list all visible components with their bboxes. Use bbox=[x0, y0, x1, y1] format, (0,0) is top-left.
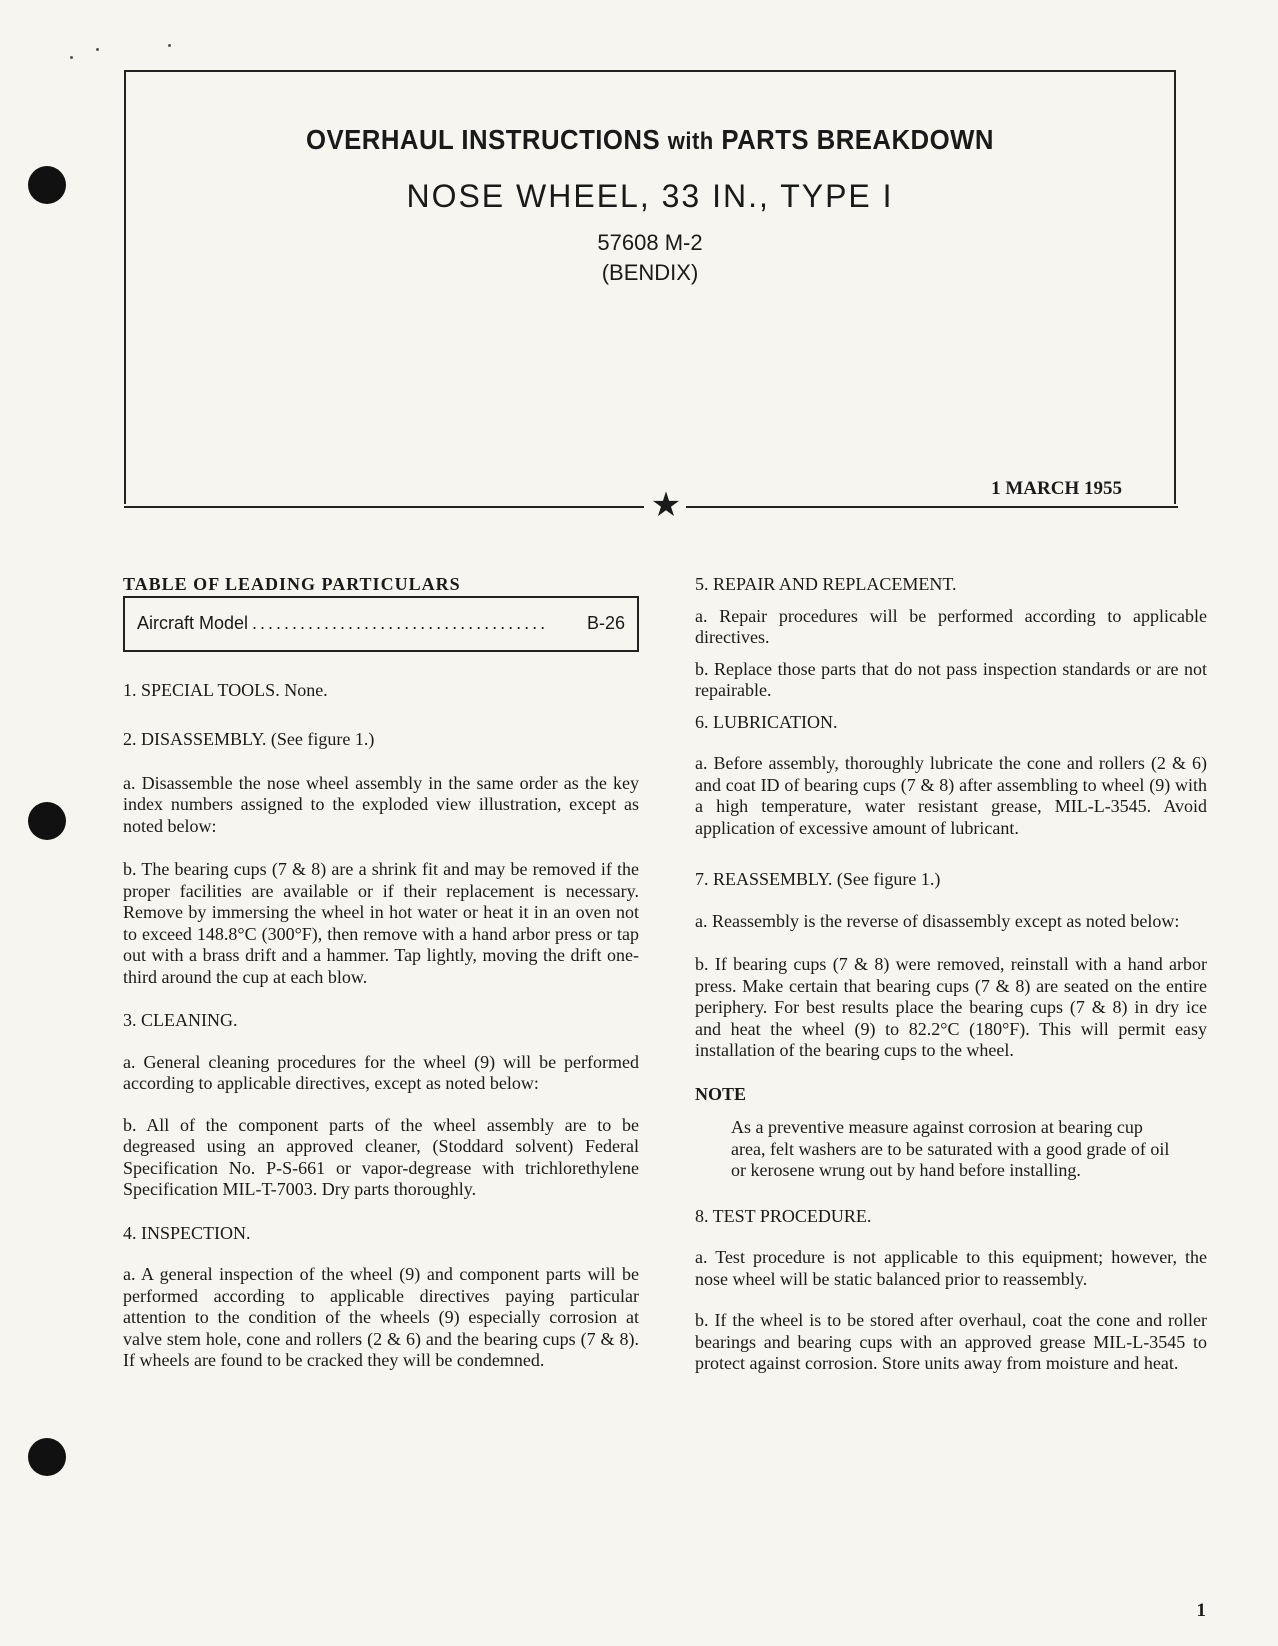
manufacturer: (BENDIX) bbox=[601, 260, 699, 285]
paragraph: b. The bearing cups (7 & 8) are a shrink fit and may be removed if the proper facilities are available or if their replacement is necessary. Remove by immersing the wheel in hot water or heat it in an oven not to exceed 148.8°C (300°F), then remove with a hand arbor press or tap out with a brass drift and a hammer. Tap lightly, moving the drift one-third around the cup at each blow. bbox=[123, 859, 639, 987]
paragraph: a. A general inspection of the wheel (9) and component parts will be performed according to applicable directives paying particular attention to the condition of the wheels (9) especially corrosion at valve stem hole, cone and rollers (2 & 6) and the bearing cups (7 & 8). If wheels are found to be cracked they will be condemned. bbox=[123, 1264, 639, 1370]
paragraph: b. All of the component parts of the wheel assembly are to be degreased using an approved cleaner, (Stoddard solvent) Federal Specification No. P-S-661 or vapor-degrease with trichlorethylene Specification MIL-T-7003. Dry parts thoroughly. bbox=[123, 1114, 639, 1199]
speck bbox=[168, 44, 171, 47]
right-column bbox=[695, 574, 1207, 1375]
particulars-title: TABLE OF LEADING PARTICULARS bbox=[123, 574, 461, 594]
star-icon: ★ bbox=[650, 487, 682, 524]
divider-line bbox=[124, 506, 644, 508]
paragraph: a. Reassembly is the reverse of disassembly except as noted below: bbox=[695, 910, 1180, 931]
leader-dots: ..................................... bbox=[252, 612, 549, 633]
paragraph: a. Repair procedures will be performed according to applicable directives. bbox=[695, 605, 1207, 647]
particulars-value: B-26 bbox=[586, 612, 625, 633]
section-heading: 8. TEST PROCEDURE. bbox=[695, 1205, 872, 1226]
paragraph: b. Replace those parts that do not pass inspection standards or are not repairable. bbox=[695, 658, 1207, 700]
section-heading: 7. REASSEMBLY. (See figure 1.) bbox=[695, 869, 941, 889]
note-text: As a preventive measure against corrosion at bearing cup area, felt washers are to be saturated with a good grade of oil or kerosene wrung out by hand before installing. bbox=[731, 1117, 1170, 1180]
paragraph: a. General cleaning procedures for the wheel (9) will be performed according to applicable directives, except as noted below: bbox=[123, 1051, 639, 1093]
left-column bbox=[123, 574, 639, 1372]
paragraph: b. If the wheel is to be stored after overhaul, coat the cone and roller bearings and bearing cups with an approved grease MIL-L-3545 to protect against corrosion. Store units away from moisture and heat. bbox=[695, 1310, 1207, 1373]
speck bbox=[96, 48, 99, 51]
speck bbox=[70, 56, 73, 59]
divider-line bbox=[686, 506, 1178, 508]
section-heading: 2. DISASSEMBLY. (See figure 1.) bbox=[123, 729, 375, 749]
page-number: 1 bbox=[1196, 1600, 1206, 1621]
section-heading: 5. REPAIR AND REPLACEMENT. bbox=[695, 574, 957, 594]
paragraph: a. Disassemble the nose wheel assembly in the same order as the key index numbers assigned to the exploded view illustration, except as noted below: bbox=[123, 772, 639, 836]
part-number: 57608 M-2 bbox=[597, 230, 703, 255]
section-heading: 1. SPECIAL TOOLS. None. bbox=[123, 679, 328, 700]
publication-date: 1 MARCH 1955 bbox=[991, 478, 1122, 499]
section-heading: 6. LUBRICATION. bbox=[695, 711, 838, 732]
punch-hole-middle bbox=[28, 802, 66, 840]
section-heading: 4. INSPECTION. bbox=[123, 1222, 251, 1243]
punch-hole-bottom bbox=[28, 1438, 66, 1476]
equipment-name: NOSE WHEEL, 33 IN., TYPE I bbox=[406, 178, 894, 214]
paragraph: b. If bearing cups (7 & 8) were removed, reinstall with a hand arbor press. Make certain that bearing cups (7 & 8) are seated on the entire periphery. For best results place the bearing cups (7 & 8) in dry ice and heat the wheel (9) to 82.2°C (180°F). This will permit easy installation of the bearing cups to the wheel. bbox=[695, 954, 1207, 1060]
note-heading: NOTE bbox=[695, 1083, 747, 1104]
punch-hole-top bbox=[28, 166, 66, 204]
paragraph: a. Test procedure is not applicable to this equipment; however, the nose wheel will be static balanced prior to reassembly. bbox=[695, 1247, 1207, 1289]
particulars-table bbox=[123, 596, 639, 652]
document-title: OVERHAUL INSTRUCTIONS with PARTS BREAKDOWN bbox=[306, 124, 994, 155]
paragraph: a. Before assembly, thoroughly lubricate the cone and rollers (2 & 6) and coat ID of bearing cups (7 & 8) after assembling to wheel (9) with a high temperature, water resistant grease, MIL-L-3545. Avoid application of excessive amount of lubricant. bbox=[695, 753, 1207, 838]
title-block bbox=[124, 70, 1176, 524]
section-heading: 3. CLEANING. bbox=[123, 1010, 238, 1030]
particulars-label: Aircraft Model bbox=[137, 612, 249, 633]
